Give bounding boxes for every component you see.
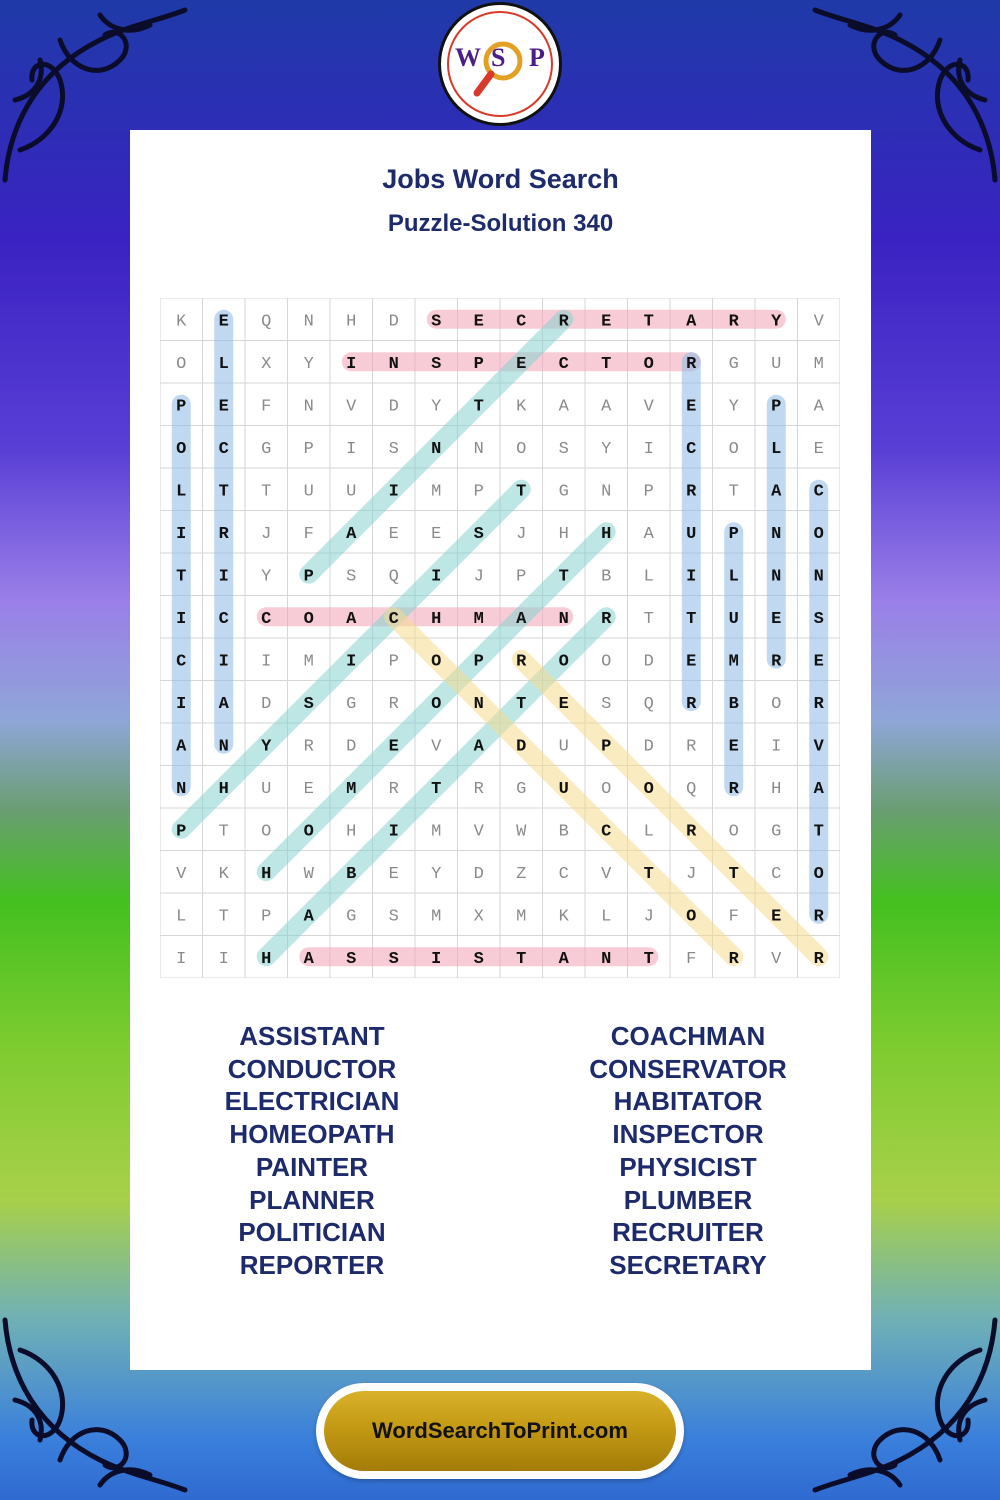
grid-letter: U [728, 609, 739, 629]
grid-letter: N [558, 609, 569, 629]
puzzle-title: Jobs Word Search [382, 164, 619, 194]
grid-letter: H [346, 312, 357, 332]
grid-letter: R [516, 652, 527, 672]
grid-letter: L [218, 354, 229, 374]
grid-letter: R [813, 907, 824, 927]
grid-letter: E [218, 312, 229, 332]
grid-letter: P [601, 737, 612, 757]
grid-letter: A [516, 609, 527, 629]
grid-letter: W [303, 864, 314, 884]
grid-letter: S [346, 567, 357, 587]
grid-letter: I [346, 439, 357, 459]
grid-letter: U [261, 779, 272, 799]
grid-letter: B [346, 864, 357, 884]
grid-letter: P [473, 354, 484, 374]
grid-letter: I [388, 822, 399, 842]
grid-letter: V [601, 864, 612, 884]
site-logo[interactable] [438, 2, 562, 126]
grid-letter: O [643, 354, 654, 374]
grid-letter: S [473, 949, 484, 969]
grid-letter: B [601, 567, 612, 587]
grid-letter: I [218, 949, 229, 969]
grid-letter: I [388, 482, 399, 502]
grid-letter: P [176, 822, 187, 842]
website-button-label: WordSearchToPrint.com [372, 1418, 628, 1443]
grid-letter: Z [516, 864, 527, 884]
grid-letter: R [728, 779, 739, 799]
grid-letter: C [261, 609, 272, 629]
grid-letter: R [218, 524, 229, 544]
logo-letter-s: S [491, 43, 506, 72]
grid-letter: R [558, 312, 569, 332]
grid-letter: T [516, 482, 527, 502]
grid-letter: O [728, 822, 739, 842]
grid-letter: I [176, 949, 187, 969]
grid-letter: N [473, 694, 484, 714]
grid-letter: V [643, 397, 654, 417]
website-button-fill [324, 1391, 676, 1471]
grid-letter: A [218, 694, 229, 714]
grid-letter: M [431, 907, 442, 927]
word-list-item: HOMEOPATH [229, 1119, 395, 1150]
grid-letter: R [473, 779, 484, 799]
grid-letter: O [303, 609, 314, 629]
grid-letter: V [813, 312, 824, 332]
grid-letter: O [558, 652, 569, 672]
grid-letter: E [303, 779, 314, 799]
grid-letter: C [558, 354, 569, 374]
grid-letter: E [813, 652, 824, 672]
grid-letter: E [388, 864, 399, 884]
grid-letter: O [261, 822, 272, 842]
grid-letter: O [431, 652, 442, 672]
grid-letter: B [558, 822, 569, 842]
grid-letter: D [388, 397, 399, 417]
grid-letter: S [346, 949, 357, 969]
word-list-item: CONDUCTOR [227, 1053, 397, 1084]
grid-letter: Y [431, 397, 442, 417]
grid-letter: D [516, 737, 527, 757]
grid-letter: N [771, 567, 782, 587]
grid-letter: Y [601, 439, 612, 459]
grid-letter: R [686, 482, 697, 502]
grid-letter: J [516, 524, 527, 544]
grid-letter: A [771, 482, 782, 502]
grid-letter: R [686, 737, 697, 757]
grid-letter: C [558, 864, 569, 884]
grid-letter: L [643, 567, 654, 587]
grid-letter: I [218, 567, 229, 587]
grid-letter: A [303, 949, 314, 969]
grid-letter: A [558, 397, 569, 417]
grid-letter: D [643, 652, 654, 672]
grid-letter: L [771, 439, 782, 459]
grid-letter: O [176, 439, 187, 459]
website-button[interactable] [316, 1383, 684, 1479]
grid-letter: O [643, 779, 654, 799]
grid-letter: W [516, 822, 527, 842]
grid-letter: F [261, 397, 272, 417]
grid-letter: P [728, 524, 739, 544]
grid-letter: U [303, 482, 314, 502]
grid-letter: R [813, 949, 824, 969]
grid-letter: O [601, 652, 612, 672]
grid-letter: S [388, 439, 399, 459]
grid-letter: E [431, 524, 442, 544]
grid-letter: V [431, 737, 442, 757]
grid-letter: C [516, 312, 527, 332]
grid-letter: A [686, 312, 697, 332]
grid-letter: R [686, 354, 697, 374]
grid-letter: O [813, 524, 824, 544]
grid-letter: R [728, 949, 739, 969]
word-list-item: ASSISTANT [239, 1021, 385, 1051]
grid-letter: F [303, 524, 314, 544]
grid-letter: N [303, 397, 314, 417]
grid-letter: I [346, 354, 357, 374]
grid-letter: I [431, 949, 442, 969]
grid-letter: T [728, 482, 739, 502]
grid-letter: E [218, 397, 229, 417]
grid-letter: G [261, 439, 272, 459]
grid-letter: R [388, 694, 399, 714]
grid-letter: X [261, 354, 272, 374]
word-list-item: HABITATOR [613, 1086, 763, 1117]
word-search-grid [160, 298, 840, 978]
grid-letter: G [346, 694, 357, 714]
grid-letter: Q [388, 567, 399, 587]
grid-letter: L [728, 567, 739, 587]
grid-letter: C [601, 822, 612, 842]
grid-letter: R [388, 779, 399, 799]
grid-letter: T [686, 609, 697, 629]
grid-letter: N [176, 779, 187, 799]
grid-letter: N [601, 949, 612, 969]
grid-letter: C [218, 609, 229, 629]
grid-letter: T [218, 482, 229, 502]
grid-letter: F [728, 907, 739, 927]
grid-letter: K [516, 397, 527, 417]
grid-letter: S [431, 312, 442, 332]
grid-letter: J [686, 864, 697, 884]
grid-letter: T [516, 694, 527, 714]
grid-letter: E [558, 694, 569, 714]
grid-letter: H [431, 609, 442, 629]
grid-letter: A [176, 737, 187, 757]
grid-letter: L [601, 907, 612, 927]
word-list-item: PAINTER [255, 1151, 369, 1182]
grid-letter: C [813, 482, 824, 502]
grid-letter: S [431, 354, 442, 374]
grid-letter: H [771, 779, 782, 799]
grid-letter: E [686, 652, 697, 672]
grid-letter: T [516, 949, 527, 969]
grid-letter: I [643, 439, 654, 459]
grid-letter: E [601, 312, 612, 332]
grid-letter: P [303, 439, 314, 459]
grid-letter: R [686, 822, 697, 842]
word-list-item: POLITICIAN [238, 1217, 386, 1248]
grid-letter: P [516, 567, 527, 587]
grid-letter: A [473, 737, 484, 757]
grid-letter: D [388, 312, 399, 332]
grid-letter: S [388, 907, 399, 927]
grid-letter: Y [728, 397, 739, 417]
grid-letter: B [728, 694, 739, 714]
grid-letter: V [473, 822, 484, 842]
grid-letter: Q [261, 312, 272, 332]
grid-letter: A [813, 779, 824, 799]
grid-letter: Q [643, 694, 654, 714]
grid-letter: T [643, 949, 654, 969]
grid-letter: S [303, 694, 314, 714]
grid-letter: T [558, 567, 569, 587]
grid-letter: C [218, 439, 229, 459]
grid-letter: K [218, 864, 229, 884]
grid-letter: R [686, 694, 697, 714]
word-list-item: PHYSICIST [619, 1151, 757, 1182]
grid-letter: U [771, 354, 782, 374]
grid-letter: E [728, 737, 739, 757]
grid-letter: A [346, 524, 357, 544]
grid-letter: E [516, 354, 527, 374]
grid-letter: M [303, 652, 314, 672]
grid-letter: V [771, 949, 782, 969]
grid-letter: C [686, 439, 697, 459]
grid-letter: I [176, 524, 187, 544]
grid-letter: L [176, 907, 187, 927]
grid-letter: P [473, 652, 484, 672]
grid-letter: N [601, 482, 612, 502]
grid-letter: A [643, 524, 654, 544]
grid-letter: M [431, 822, 442, 842]
grid-letter: J [643, 907, 654, 927]
grid-letter: E [771, 907, 782, 927]
grid-letter: T [728, 864, 739, 884]
grid-letter: P [643, 482, 654, 502]
grid-letter: M [516, 907, 527, 927]
grid-letter: O [771, 694, 782, 714]
grid-letter: N [303, 312, 314, 332]
grid-letter: N [388, 354, 399, 374]
grid-letter: O [813, 864, 824, 884]
grid-letter: E [686, 397, 697, 417]
grid-letter: E [388, 737, 399, 757]
grid-letter: P [388, 652, 399, 672]
logo-letter-p: P [529, 43, 545, 72]
grid-letter: E [813, 439, 824, 459]
grid-letter: K [558, 907, 569, 927]
grid-letter: T [643, 312, 654, 332]
grid-letter: I [771, 737, 782, 757]
grid-letter: K [176, 312, 187, 332]
grid-letter: I [431, 567, 442, 587]
grid-letter: T [473, 397, 484, 417]
grid-letter: D [261, 694, 272, 714]
logo-letter-w: W [455, 43, 481, 72]
grid-letter: Q [686, 779, 697, 799]
grid-letter: O [601, 779, 612, 799]
grid-letter: N [813, 567, 824, 587]
grid-letter: P [473, 482, 484, 502]
grid-letter: Y [261, 567, 272, 587]
grid-letter: O [431, 694, 442, 714]
grid-letter: S [813, 609, 824, 629]
grid-letter: Y [771, 312, 782, 332]
grid-letter: V [813, 737, 824, 757]
grid-letter: I [346, 652, 357, 672]
grid-letter: M [473, 609, 484, 629]
grid-letter: S [601, 694, 612, 714]
grid-letter: T [643, 609, 654, 629]
grid-letter: Y [431, 864, 442, 884]
word-list-item: COACHMAN [610, 1021, 766, 1051]
word-list-item: SECRETARY [609, 1249, 767, 1280]
word-list-item: PLANNER [249, 1184, 375, 1215]
word-list-item: REPORTER [239, 1249, 385, 1280]
grid-letter: O [516, 439, 527, 459]
grid-letter: L [176, 482, 187, 502]
grid-letter: J [473, 567, 484, 587]
grid-letter: G [558, 482, 569, 502]
grid-letter: S [388, 949, 399, 969]
grid-letter: U [558, 737, 569, 757]
grid-letter: H [346, 822, 357, 842]
grid-letter: T [261, 482, 272, 502]
grid-letter: D [643, 737, 654, 757]
grid-letter: H [261, 864, 272, 884]
grid-letter: F [686, 949, 697, 969]
grid-letter: A [558, 949, 569, 969]
grid-letter: T [601, 354, 612, 374]
grid-letter: G [728, 354, 739, 374]
magnifier-icon [463, 27, 543, 107]
grid-letter: S [473, 524, 484, 544]
grid-letter: C [771, 864, 782, 884]
word-list-item: INSPECTOR [612, 1119, 764, 1150]
grid-letter: I [176, 694, 187, 714]
puzzle-subtitle: Puzzle-Solution 340 [387, 210, 614, 237]
grid-letter: O [176, 354, 187, 374]
grid-letter: Y [261, 737, 272, 757]
grid-letter: V [346, 397, 357, 417]
grid-letter: I [261, 652, 272, 672]
grid-letter: X [473, 907, 484, 927]
grid-letter: P [261, 907, 272, 927]
grid-letter: P [303, 567, 314, 587]
word-list-item: ELECTRICIAN [224, 1086, 400, 1117]
grid-letter: M [431, 482, 442, 502]
grid-letter: R [601, 609, 612, 629]
word-list-item: RECRUITER [612, 1217, 764, 1248]
grid-letter: T [218, 822, 229, 842]
grid-letter: P [771, 397, 782, 417]
grid-letter: N [218, 737, 229, 757]
grid-letter: M [813, 354, 824, 374]
grid-letter: G [771, 822, 782, 842]
grid-letter: T [813, 822, 824, 842]
grid-letter: I [176, 609, 187, 629]
grid-letter: E [771, 609, 782, 629]
grid-letter: O [303, 822, 314, 842]
grid-letter: D [346, 737, 357, 757]
grid-letter: A [303, 907, 314, 927]
grid-letter: A [346, 609, 357, 629]
grid-letter: S [558, 439, 569, 459]
grid-letter: H [261, 949, 272, 969]
grid-letter: V [176, 864, 187, 884]
grid-letter: H [218, 779, 229, 799]
grid-letter: H [601, 524, 612, 544]
grid-letter: L [643, 822, 654, 842]
grid-letter: N [771, 524, 782, 544]
grid-letter: Y [303, 354, 314, 374]
grid-letter: R [303, 737, 314, 757]
grid-letter: O [728, 439, 739, 459]
grid-letter: P [176, 397, 187, 417]
word-list-item: CONSERVATOR [589, 1053, 787, 1084]
grid-letter: U [686, 524, 697, 544]
grid-letter: A [601, 397, 612, 417]
grid-letter: H [558, 524, 569, 544]
grid-letter: T [176, 567, 187, 587]
grid-letter: O [686, 907, 697, 927]
grid-letter: I [218, 652, 229, 672]
grid-letter: T [643, 864, 654, 884]
grid-letter: C [176, 652, 187, 672]
grid-letter: E [388, 524, 399, 544]
grid-letter: N [473, 439, 484, 459]
grid-letter: E [473, 312, 484, 332]
grid-letter: M [346, 779, 357, 799]
grid-letter: R [728, 312, 739, 332]
grid-letter: G [346, 907, 357, 927]
grid-letter: G [516, 779, 527, 799]
grid-letter: U [558, 779, 569, 799]
grid-letter: T [431, 779, 442, 799]
grid-letter: U [346, 482, 357, 502]
word-list-item: PLUMBER [623, 1184, 753, 1215]
grid-letter: N [431, 439, 442, 459]
grid-letter: I [686, 567, 697, 587]
grid-letter: M [728, 652, 739, 672]
grid-letter: J [261, 524, 272, 544]
grid-letter: A [813, 397, 824, 417]
grid-letter: R [771, 652, 782, 672]
grid-letter: C [388, 609, 399, 629]
grid-letter: T [218, 907, 229, 927]
grid-letter: R [813, 694, 824, 714]
grid-letter: D [473, 864, 484, 884]
